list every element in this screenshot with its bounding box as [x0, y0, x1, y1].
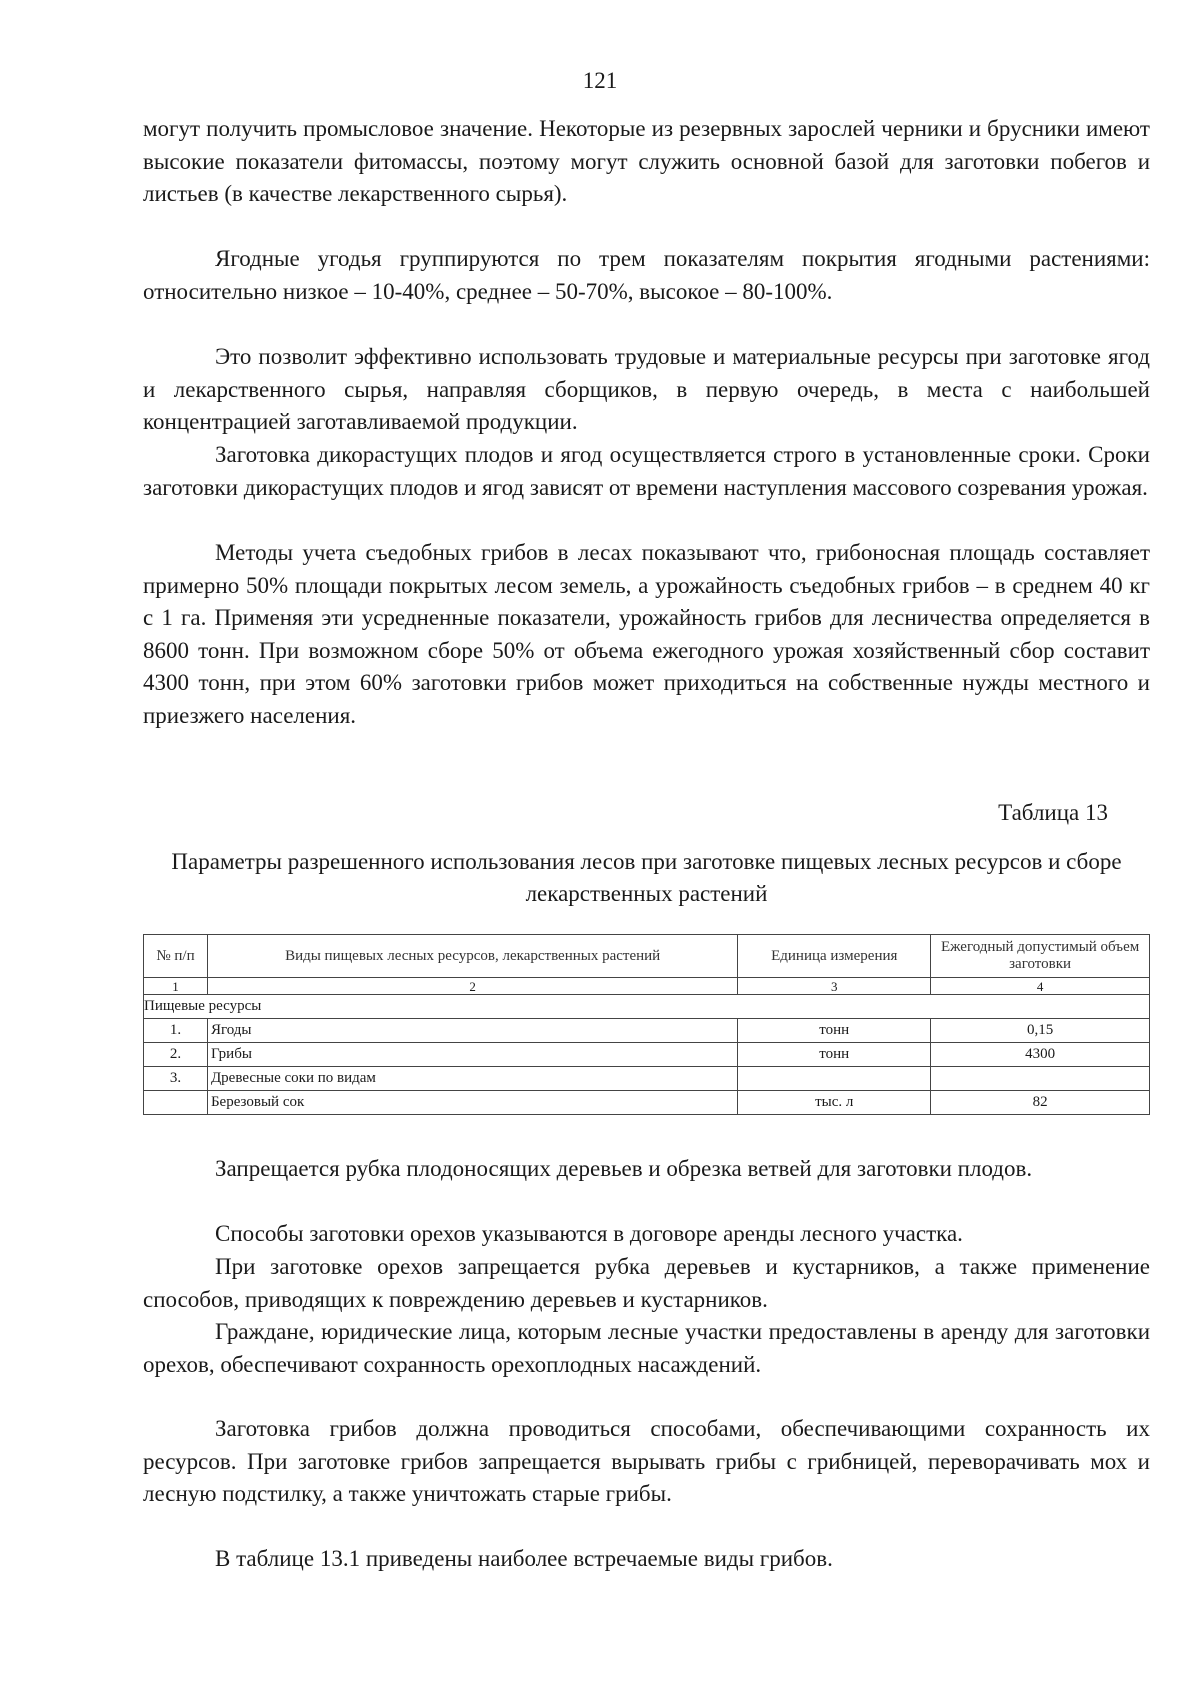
resource-name: Ягоды [207, 1019, 737, 1043]
column-number: 4 [931, 978, 1150, 995]
page-number: 121 [582, 68, 618, 93]
table-header-cell: № п/п [144, 935, 208, 978]
resource-name: Древесные соки по видам [207, 1067, 737, 1091]
table-section-row [144, 995, 1150, 1019]
table-column-number-row [144, 978, 1150, 995]
table-header-cell: Виды пищевых лесных ресурсов, лекарственных растений [207, 935, 737, 978]
table-header-row [144, 935, 1150, 978]
column-number: 3 [738, 978, 931, 995]
unit: тонн [738, 1043, 931, 1067]
column-number: 2 [207, 978, 737, 995]
column-number: 1 [144, 978, 208, 995]
paragraph: Граждане, юридические лица, которым лесные участки предоставлены в аренду для заготовки орехов, обеспечивают сохранность орехоплодных насаждений. [143, 1319, 1150, 1377]
table-header-cell: Единица измерения [738, 935, 931, 978]
paragraph: При заготовке орехов запрещается рубка деревьев и кустарников, а также применение способов, приводящих к повреждению деревьев и кустарников. [143, 1254, 1150, 1312]
paragraph: могут получить промысловое значение. Некоторые из резервных зарослей черники и брусники имеют высокие показатели фитомассы, поэтому могут служить основной базой для заготовки побегов и листьев (в качестве лекарственного сырья). [143, 116, 1150, 206]
annual-volume [931, 1067, 1150, 1091]
paragraph: Это позволит эффективно использовать трудовые и материальные ресурсы при заготовке ягод и лекарственного сырья, направляя сборщиков, в первую очередь, в места с наибольшей концентрацией заготавливаемой продукции. [143, 344, 1150, 434]
row-number: 1. [144, 1019, 208, 1043]
table-header-cell: Ежегодный допустимый объем заготовки [931, 935, 1150, 978]
unit: тыс. л [738, 1091, 931, 1115]
resource-name: Березовый сок [207, 1091, 737, 1115]
annual-volume: 82 [931, 1091, 1150, 1115]
unit: тонн [738, 1019, 931, 1043]
paragraph: В таблице 13.1 приведены наиболее встречаемые виды грибов. [215, 1546, 833, 1571]
paragraph: Заготовка дикорастущих плодов и ягод осуществляется строго в установленные сроки. Сроки заготовки дикорастущих плодов и ягод зависят от времени наступления массового созревания урожая. [143, 442, 1150, 500]
table-row [144, 1091, 1150, 1115]
table-row [144, 1019, 1150, 1043]
table-row [144, 1043, 1150, 1067]
table-section-label: Пищевые ресурсы [144, 995, 1150, 1019]
paragraph: Запрещается рубка плодоносящих деревьев и обрезка ветвей для заготовки плодов. [215, 1156, 1033, 1181]
paragraph: Способы заготовки орехов указываются в договоре аренды лесного участка. [215, 1221, 963, 1246]
table-title: Параметры разрешенного использования лесов при заготовке пищевых лесных ресурсов и сборе лекарственных растений [171, 849, 1122, 906]
row-number: 3. [144, 1067, 208, 1091]
row-number: 2. [144, 1043, 208, 1067]
paragraph: Методы учета съедобных грибов в лесах показывают что, грибоносная площадь составляет примерно 50% площади покрытых лесом земель, а урожайность съедобных грибов – в среднем 40 кг с 1 га. Применяя эти усредненные показатели, урожайность грибов для лесничества определяется в 8600 тонн. При возможном сборе 50% от объема ежегодного урожая хозяйственный сбор составит 4300 тонн, при этом 60% заготовки грибов может приходиться на собственные нужды местного и приезжего населения. [143, 540, 1150, 728]
table-label: Таблица 13 [998, 800, 1108, 825]
parameters-table [143, 934, 1150, 1115]
annual-volume: 4300 [931, 1043, 1150, 1067]
resource-name: Грибы [207, 1043, 737, 1067]
paragraph: Ягодные угодья группируются по трем показателям покрытия ягодными растениями: относительно низкое – 10-40%, среднее – 50-70%, высокое – 80-100%. [143, 246, 1150, 304]
annual-volume: 0,15 [931, 1019, 1150, 1043]
unit [738, 1067, 931, 1091]
paragraph: Заготовка грибов должна проводиться способами, обеспечивающими сохранность их ресурсов. При заготовке грибов запрещается вырывать грибы с грибницей, переворачивать мох и лесную подстилку, а также уничтожать старые грибы. [143, 1416, 1150, 1506]
row-number [144, 1091, 208, 1115]
table-row [144, 1067, 1150, 1091]
